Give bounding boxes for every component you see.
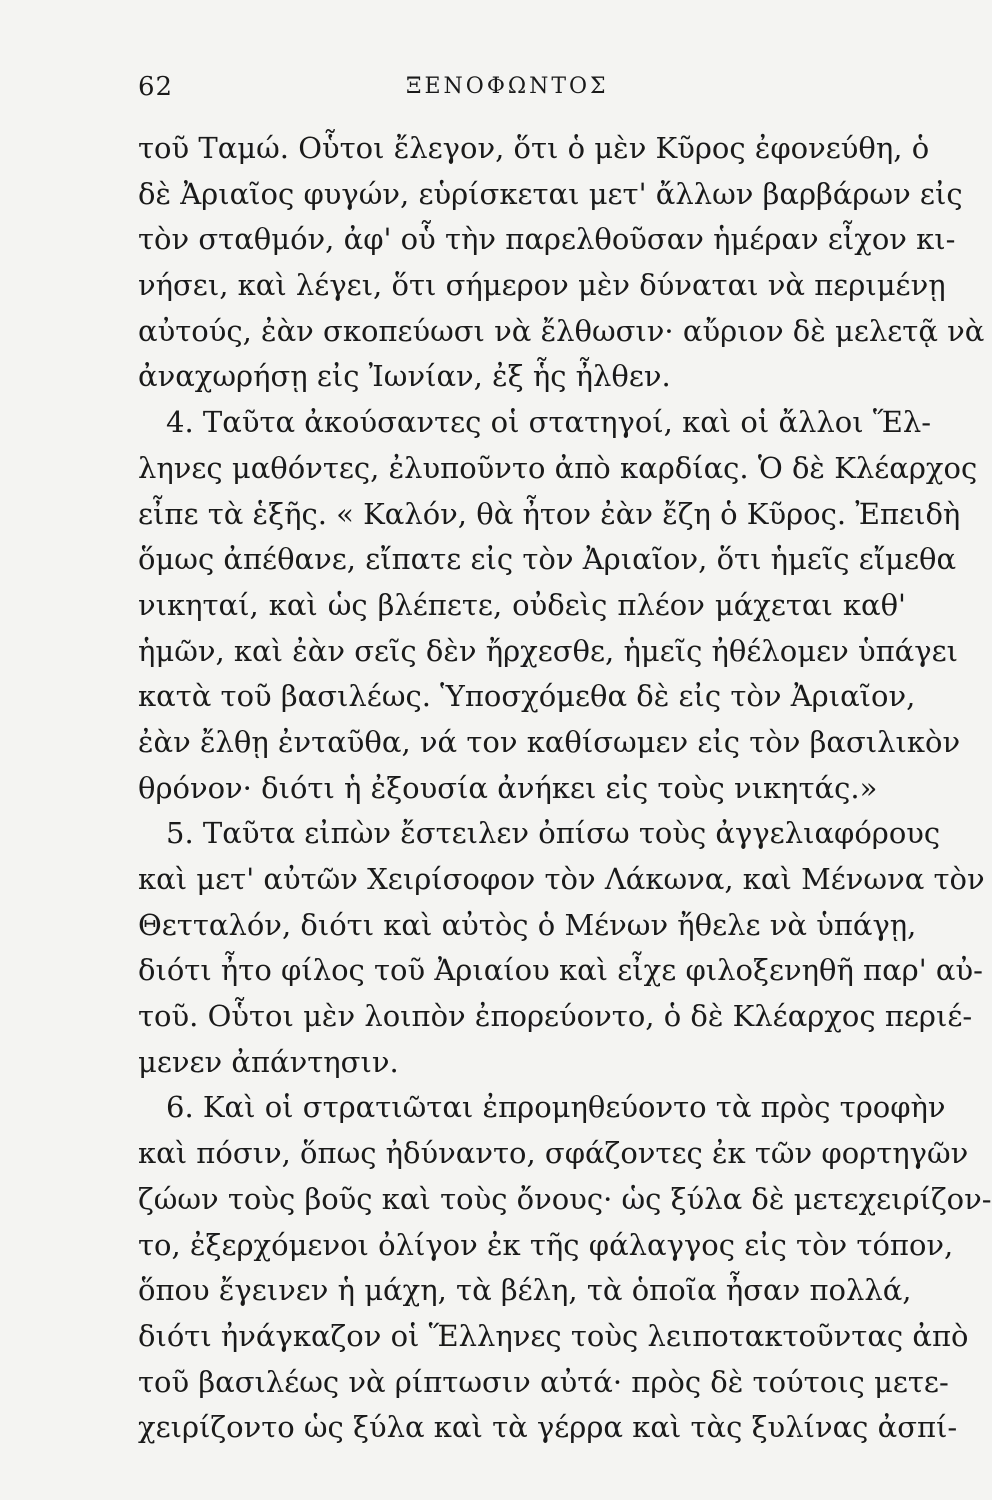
page-header <box>138 72 906 112</box>
text-line: Θετταλόν, διότι καὶ αὐτὸς ὁ Μένων ἤθελε νὰ ὑπάγῃ, <box>138 907 917 942</box>
text-line: διότι ἦτο φίλος τοῦ Ἀριαίου καὶ εἶχε φιλοξενηθῆ παρ' αὐ- <box>138 953 983 988</box>
text-line: μενεν ἀπάντησιν. <box>138 1044 399 1079</box>
text-line: τοῦ βασιλέως νὰ ρίπτωσιν αὐτά· πρὸς δὲ τούτοις μετε- <box>138 1364 949 1399</box>
paragraph-5-start: 5. Ταῦτα εἰπὼν ἔστειλεν ὀπίσω τοὺς ἀγγελιαφόρους <box>166 816 941 851</box>
text-line: ληνες μαθόντες, ἐλυποῦντο ἀπὸ καρδίας. Ὁ δὲ Κλέαρχος <box>138 450 978 485</box>
text-line: εἶπε τὰ ἑξῆς. « Καλόν, θὰ ἦτον ἐὰν ἔζη ὁ Κῦρος. Ἐπειδὴ <box>138 496 961 531</box>
paragraph-4-start: 4. Ταῦτα ἀκούσαντες οἱ στατηγοί, καὶ οἱ ἄλλοι Ἕλ- <box>166 405 932 440</box>
text-line: κατὰ τοῦ βασιλέως. Ὑποσχόμεθα δὲ εἰς τὸν Ἀριαῖον, <box>138 679 916 714</box>
text-line: τὸν σταθμόν, ἀφ' οὗ τὴν παρελθοῦσαν ἡμέραν εἶχον κι- <box>138 222 956 257</box>
text-line: θρόνον· διότι ἡ ἐξουσία ἀνήκει εἰς τοὺς νικητάς.» <box>138 770 878 805</box>
text-line: νικηταί, καὶ ὡς βλέπετε, οὐδεὶς πλέον μάχεται καθ' <box>138 587 906 622</box>
text-line: ἐὰν ἔλθῃ ἐνταῦθα, νά τον καθίσωμεν εἰς τὸν βασιλικὸν <box>138 724 961 759</box>
text-line: ζώων τοὺς βοῦς καὶ τοὺς ὄνους· ὡς ξύλα δὲ μετεχειρίζον- <box>138 1181 992 1216</box>
text-line: αὐτούς, ἐὰν σκοπεύωσι νὰ ἔλθωσιν· αὔριον δὲ μελετᾷ νὰ <box>138 313 985 348</box>
text-line: διότι ἠνάγκαζον οἱ Ἕλληνες τοὺς λειποτακτοῦντας ἀπὸ <box>138 1318 969 1353</box>
text-line: καὶ μετ' αὐτῶν Χειρίσοφον τὸν Λάκωνα, καὶ Μένωνα τὸν <box>138 862 985 896</box>
body-text <box>138 126 992 1451</box>
text-line: ὅμως ἀπέθανε, εἴπατε εἰς τὸν Ἀριαῖον, ὅτι ἡμεῖς εἴμεθα <box>138 542 957 577</box>
text-line: χειρίζοντο ὡς ξύλα καὶ τὰ γέρρα καὶ τὰς ξυλίνας ἀσπί- <box>138 1410 958 1445</box>
page-number: 62 <box>138 72 174 102</box>
text-line: νήσει, καὶ λέγει, ὅτι σήμερον μὲν δύναται νὰ περιμένῃ <box>138 268 946 303</box>
text-line: ἡμῶν, καὶ ἐὰν σεῖς δὲν ἤρχεσθε, ἡμεῖς ἠθέλομεν ὑπάγει <box>138 633 958 668</box>
text-line: το, ἐξερχόμενοι ὀλίγον ἐκ τῆς φάλαγγος εἰς τὸν τόπον, <box>138 1227 954 1262</box>
text-line: ἀναχωρήσῃ εἰς Ἰωνίαν, ἐξ ἧς ἦλθεν. <box>138 359 671 394</box>
running-head: ΞΕΝΟΦΩΝΤΟΣ <box>406 74 609 99</box>
text-line: δὲ Ἀριαῖος φυγών, εὑρίσκεται μετ' ἄλλων βαρβάρων εἰς <box>138 176 963 211</box>
paragraph-6-start: 6. Καὶ οἱ στρατιῶται ἐπρομηθεύοντο τὰ πρὸς τροφὴν <box>166 1090 946 1125</box>
text-line: καὶ πόσιν, ὅπως ἠδύναντο, σφάζοντες ἐκ τῶν φορτηγῶν <box>138 1136 969 1171</box>
text-line: τοῦ Ταμώ. Οὗτοι ἔλεγον, ὅτι ὁ μὲν Κῦρος ἐφονεύθη, ὁ <box>138 131 930 165</box>
text-line: ὅπου ἔγεινεν ἡ μάχη, τὰ βέλη, τὰ ὁποῖα ἦσαν πολλά, <box>138 1273 912 1308</box>
text-line: τοῦ. Οὗτοι μὲν λοιπὸν ἐπορεύοντο, ὁ δὲ Κλέαρχος περιέ- <box>138 999 973 1034</box>
